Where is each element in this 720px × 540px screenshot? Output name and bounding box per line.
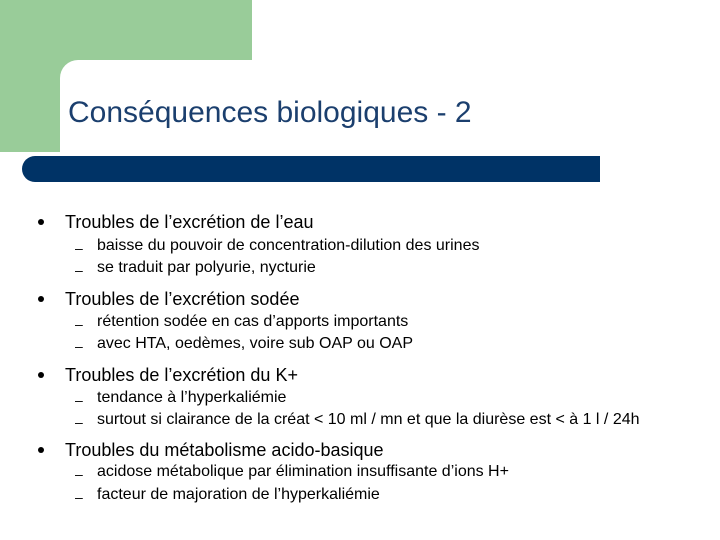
section-heading: Troubles de l’excrétion du K+ [65,365,298,385]
sub-item: facteur de majoration de l’hyperkaliémie [97,486,380,503]
sub-item: baisse du pouvoir de concentration-dilution des urines [97,237,480,254]
sub-dash: – [75,338,83,354]
bullet-dot [38,219,44,225]
sub-dash: – [75,240,83,256]
bullet-dot [38,447,44,453]
sub-dash: – [75,392,83,408]
sub-dash: – [75,489,83,505]
sub-item: tendance à l’hyperkaliémie [97,389,287,406]
slide-title: Conséquences biologiques - 2 [68,96,472,129]
sub-item: avec HTA, oedèmes, voire sub OAP ou OAP [97,335,413,352]
sub-dash: – [75,414,83,430]
sub-dash: – [75,466,83,482]
section-heading: Troubles du métabolisme acido-basique [65,440,384,460]
sub-item: rétention sodée en cas d’apports importants [97,313,409,330]
title-underline-bar [22,156,600,182]
section-heading: Troubles de l’excrétion sodée [65,289,300,309]
sub-dash: – [75,262,83,278]
bullet-dot [38,296,44,302]
sub-item: se traduit par polyurie, nycturie [97,259,316,276]
section-heading: Troubles de l’excrétion de l’eau [65,212,314,232]
sub-item: surtout si clairance de la créat < 10 ml / mn et que la diurèse est < à 1 l / 24h [97,411,640,428]
bullet-dot [38,372,44,378]
sub-item: acidose métabolique par élimination insuffisante d’ions H+ [97,463,509,480]
sub-dash: – [75,316,83,332]
